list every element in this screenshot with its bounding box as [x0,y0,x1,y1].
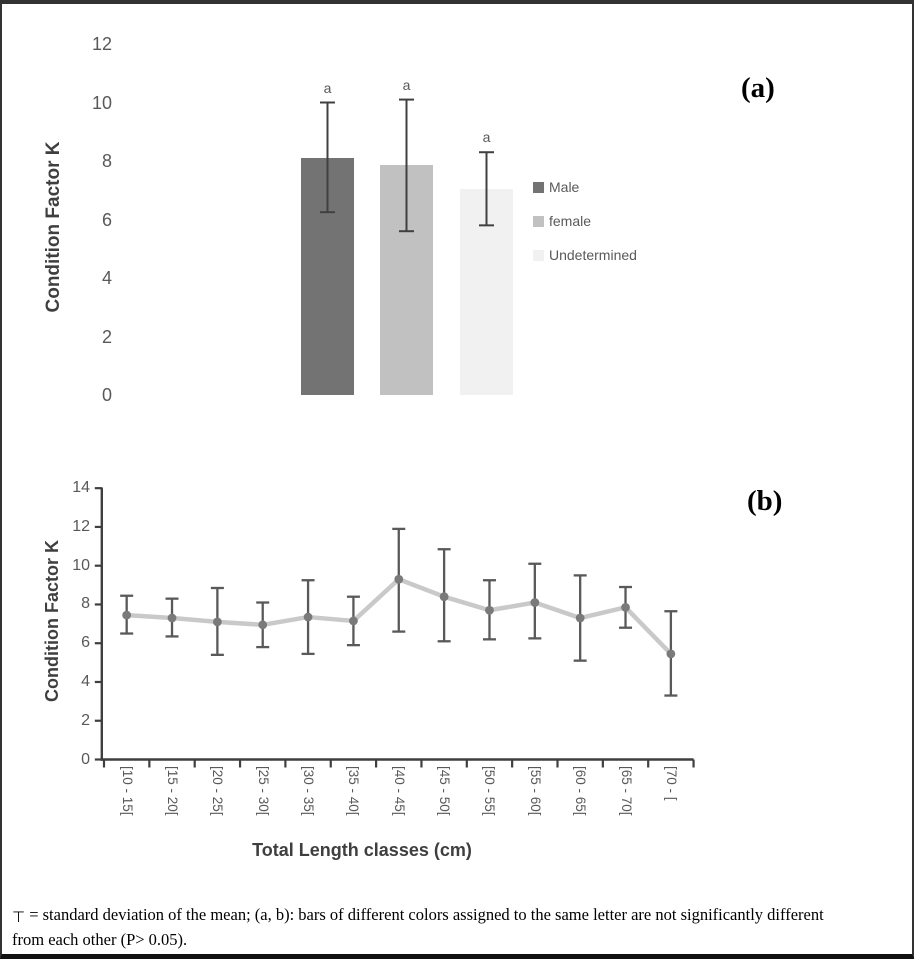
panel-b-category-label: [55 - 60[ [527,766,543,816]
legend-label: female [549,213,592,229]
panel-b-error-bar [302,580,315,654]
panel-b-category-label: [45 - 50[ [437,766,453,816]
panel-b-error-bar [619,587,632,628]
panel-b-error-bar [211,588,224,655]
data-point-marker [485,606,494,615]
data-point-marker [304,613,313,622]
panel-b-error-bar [256,603,269,648]
panel-b-category-label: [40 - 45[ [391,766,407,816]
panel-b-y-tick-label: 8 [81,595,90,613]
panel-a-y-tick-label: 12 [91,34,112,54]
panel-a-y-tick-label: 8 [101,151,112,171]
panel-b-y-tick-label: 10 [72,556,90,574]
error-bar-symbol: ⊤ [12,910,26,926]
panel-b-error-bar [438,549,451,641]
legend-swatch-icon [533,250,544,261]
data-point-marker [168,614,177,623]
legend-swatch-icon [533,182,544,193]
data-point-marker [122,611,131,620]
panel-a-y-tick-label: 10 [91,92,112,113]
significance-letter: a [482,129,491,146]
panel-a-label: (a) [741,72,775,104]
data-point-marker [394,575,403,584]
panel-b-category-label: [20 - 25[ [210,766,226,816]
data-point-marker [666,649,675,658]
panel-b-error-bar [664,611,677,695]
bar-female [380,165,433,395]
panel-b-category-label: [15 - 20[ [165,766,181,816]
significance-letter: a [323,79,332,96]
legend-item-male [533,181,637,194]
panel-b-error-bar [392,529,405,632]
panel-b-category-label: [25 - 30[ [255,766,271,816]
panel-b-category-label: [65 - 70[ [618,766,634,816]
panel-b-error-bar [166,599,179,637]
panel-a-legend [533,181,637,262]
panel-a-y-axis-title: Condition Factor K [43,141,64,313]
data-point-marker [213,618,222,627]
panel-b-y-tick-label: 2 [81,711,90,729]
data-point-marker [258,620,267,629]
panel-b-category-label: [50 - 55[ [482,766,498,816]
panel-a-y-tick-label: 4 [101,268,112,288]
panel-b-error-bar [120,596,133,634]
panel-b-y-tick-label: 0 [81,750,90,768]
panel-a-y-tick-label: 2 [101,326,112,347]
footnote-line2: from each other (P> 0.05). [12,930,188,949]
data-point-marker [530,598,539,607]
panel-b-category-label: [10 - 15[ [119,766,135,816]
legend-swatch-icon [533,216,544,227]
data-point-marker [576,614,585,623]
legend-label: Male [549,179,580,195]
footnote-line1: = standard deviation of the mean; (a, b): bars of different colors assigned to the same letter are not significantly different [25,905,824,924]
condition-factor-line [127,579,671,654]
bar-male [301,158,354,395]
panel-b-y-tick-label: 4 [81,672,90,690]
panel-b-y-tick-label: 6 [81,634,90,652]
panel-b-error-bar [483,580,496,639]
panel-b-error-bar [574,575,587,660]
figure-footnote [12,903,902,952]
panel-b-category-label: [60 - 65[ [573,766,589,816]
legend-item-undetermined [533,249,637,262]
panel-b-label: (b) [747,485,783,517]
panel-b-y-tick-label: 14 [72,479,90,497]
panel-b-x-axis-title: Total Length classes (cm) [252,840,472,860]
panel-b-category-label: [30 - 35[ [301,766,317,816]
panel-b-y-axis-title: Condition Factor K [42,540,62,702]
panel-b-y-tick-label: 12 [72,517,90,535]
data-point-marker [440,592,449,601]
legend-item-female [533,215,637,228]
legend-label: Undetermined [549,247,637,263]
bar-undetermined [460,189,513,395]
panel-b-category-label: [70 - [ [663,766,679,801]
panel-a-y-tick-label: 6 [101,209,112,230]
significance-letter: a [402,76,411,93]
chart-drawing-layer [2,4,914,959]
data-point-marker [349,617,358,626]
panel-b-error-bar [528,564,541,639]
panel-a-y-tick-label: 0 [101,385,112,405]
panel-b-error-bar [347,597,360,645]
panel-b-category-label: [35 - 40[ [346,766,362,816]
data-point-marker [621,603,630,612]
